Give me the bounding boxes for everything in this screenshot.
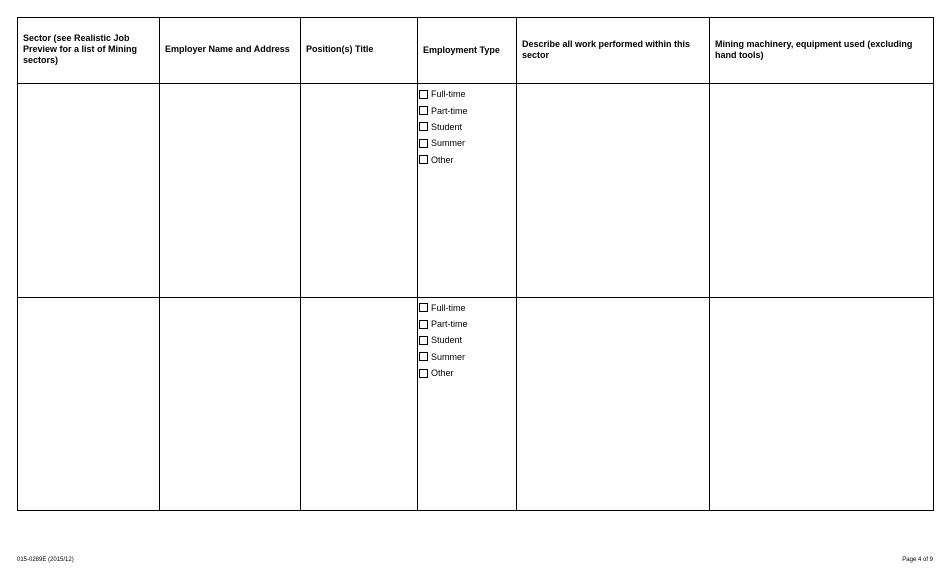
checkbox-icon[interactable] [419, 106, 428, 115]
header-sector: Sector (see Realistic Job Preview for a list of Mining sectors) [18, 18, 160, 84]
checkbox-icon[interactable] [419, 352, 428, 361]
employer-cell[interactable] [160, 297, 301, 511]
employment-type-options [418, 84, 516, 168]
header-position: Position(s) Title [301, 18, 418, 84]
header-employer: Employer Name and Address [160, 18, 301, 84]
checkbox-summer[interactable] [419, 349, 516, 365]
checkbox-label: Summer [431, 351, 466, 362]
checkbox-icon[interactable] [419, 320, 428, 329]
checkbox-icon[interactable] [419, 369, 428, 378]
checkbox-student[interactable] [419, 332, 516, 348]
checkbox-icon[interactable] [419, 303, 428, 312]
checkbox-label: Summer [431, 138, 466, 149]
position-cell[interactable] [301, 297, 418, 511]
work-experience-table [17, 17, 934, 511]
page-number: Page 4 of 9 [902, 557, 933, 563]
checkbox-label: Part-time [431, 105, 468, 116]
sector-cell[interactable] [18, 84, 160, 298]
table-row [18, 84, 934, 298]
checkbox-icon[interactable] [419, 155, 428, 164]
table-row [18, 297, 934, 511]
checkbox-full-time[interactable] [419, 86, 516, 102]
checkbox-part-time[interactable] [419, 316, 516, 332]
checkbox-label: Student [431, 335, 463, 346]
checkbox-label: Student [431, 121, 463, 132]
checkbox-icon[interactable] [419, 336, 428, 345]
checkbox-other[interactable] [419, 365, 516, 381]
checkbox-icon[interactable] [419, 90, 428, 99]
checkbox-full-time[interactable] [419, 300, 516, 316]
checkbox-label: Part-time [431, 319, 468, 330]
checkbox-label: Other [431, 368, 454, 379]
header-employment-type: Employment Type [418, 18, 517, 84]
work-described-cell[interactable] [517, 297, 710, 511]
employment-type-cell [418, 84, 517, 298]
work-described-cell[interactable] [517, 84, 710, 298]
checkbox-icon[interactable] [419, 139, 428, 148]
table-header-row [18, 18, 934, 84]
employment-type-cell [418, 297, 517, 511]
checkbox-summer[interactable] [419, 135, 516, 151]
position-cell[interactable] [301, 84, 418, 298]
employment-type-options [418, 298, 516, 382]
sector-cell[interactable] [18, 297, 160, 511]
checkbox-student[interactable] [419, 119, 516, 135]
machinery-cell[interactable] [710, 297, 934, 511]
employer-cell[interactable] [160, 84, 301, 298]
checkbox-label: Full-time [431, 89, 466, 100]
header-work-described: Describe all work performed within this sector [517, 18, 710, 84]
machinery-cell[interactable] [710, 84, 934, 298]
checkbox-label: Other [431, 154, 454, 165]
checkbox-label: Full-time [431, 302, 466, 313]
checkbox-part-time[interactable] [419, 102, 516, 118]
checkbox-other[interactable] [419, 152, 516, 168]
header-machinery: Mining machinery, equipment used (excluding hand tools) [710, 18, 934, 84]
form-number: 015-0289E (2015/12) [17, 557, 74, 563]
checkbox-icon[interactable] [419, 122, 428, 131]
